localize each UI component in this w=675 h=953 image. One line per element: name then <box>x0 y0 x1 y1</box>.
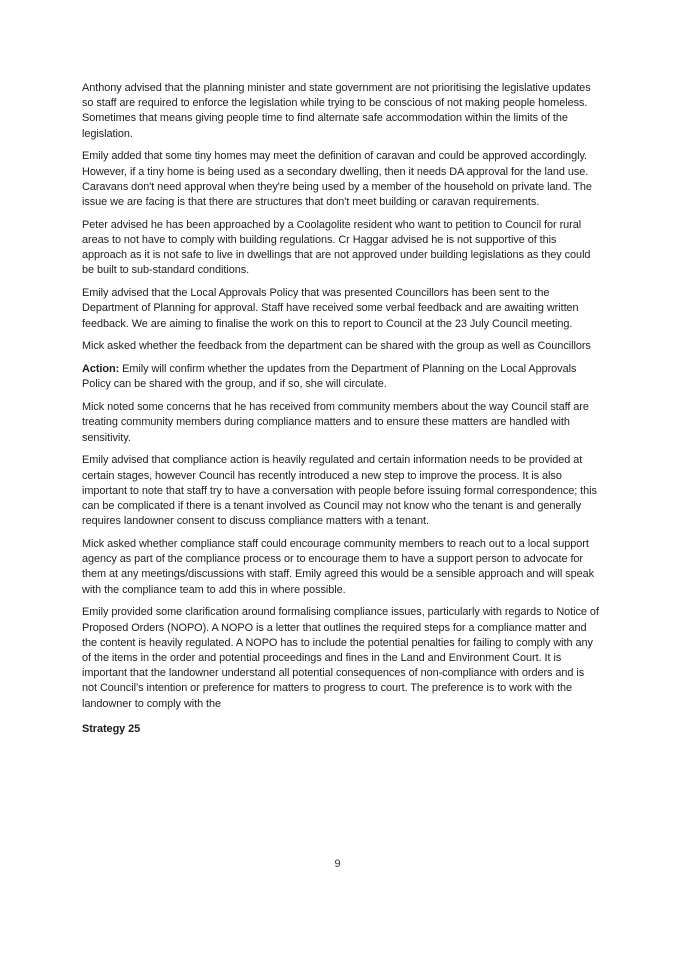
action-text: Emily will confirm whether the updates from the Department of Planning on the Local Approvals Policy can be shared with the group, and if so, she will circulate. <box>82 363 577 391</box>
strategy-heading: Strategy 25 <box>82 722 141 735</box>
paragraph-emily-nopo: Emily provided some clarification around formalising compliance issues, particularly with regards to Notice of Proposed Orders (NOPO). A NOPO is a letter that outlines the required steps for a compliance matter and the content is heavily regulated. A NOPO has to include the potential penalties for failing to comply with any of the items in the order and potential proceedings and fines in the Land and Environment Court. It is important that the landowner understand all potential consequences of non-compliance with orders and is not Council’s intention or preference for matters to progress to court. The preference is to work with the landowner to comply with the <box>82 606 599 710</box>
page-number: 9 <box>334 858 341 870</box>
paragraph-emily-compliance: Emily advised that compliance action is heavily regulated and certain information needs to be provided at certain stages, however Council has recently introduced a new step to improve the process. It is also important to note that staff try to have a conversation with people before issuing formal correspondence; this can be complicated if there is a tenant involved as Council may not know who the tenant is and generally requires landowner consent to discuss compliance matters with a tenant. <box>82 454 597 528</box>
document-body <box>82 81 602 745</box>
action-item <box>82 362 602 392</box>
paragraph-emily-tiny-homes: Emily added that some tiny homes may meet the definition of caravan and could be approved accordingly. However, if a tiny home is being used as a secondary dwelling, then it needs DA approval for the land use. Caravans don't need approval when they're being used by a member of the household on private land. The issue we are facing is that there are structures that don't meet building or caravan requirements. <box>82 150 592 209</box>
paragraph-anthony-legislation: Anthony advised that the planning minister and state government are not prioritising the legislative updates so staff are required to enforce the legislation while trying to be conscious of not making people homeless. Sometimes that means giving people time to find alternate safe accommodation within the limits of the legislation. <box>82 82 591 140</box>
paragraph-mick-feedback: Mick asked whether the feedback from the department can be shared with the group as well as Councillors <box>82 340 591 353</box>
paragraph-mick-concerns: Mick noted some concerns that he has received from community members about the way Council staff are treating community members during compliance matters and to ensure these matters are handled with sensitivity. <box>82 401 589 444</box>
paragraph-peter-petition: Peter advised he has been approached by a Coolagolite resident who want to petition to Council for rural areas to not have to comply with building regulations. Cr Haggar advised he is not supportive of this approach as it is not safe to live in dwellings that are not approved under building legislations as they could be built to sub-standard conditions. <box>82 218 591 277</box>
paragraph-emily-approvals-policy: Emily advised that the Local Approvals Policy that was presented Councillors has been sent to the Department of Planning for approval. Staff have received some verbal feedback and are awaiting written feedback. We are aiming to finalise the work on this to report to Council at the 23 July Council meeting. <box>82 287 579 330</box>
paragraph-mick-support-agency: Mick asked whether compliance staff could encourage community members to reach out to a local support agency as part of the compliance process or to encourage them to have a support person to advocate for them at any meetings/discussions with staff. Emily agreed this would be a sensible approach and will speak with the compliance team to add this in where possible. <box>82 538 595 596</box>
action-label: Action: <box>82 363 120 376</box>
